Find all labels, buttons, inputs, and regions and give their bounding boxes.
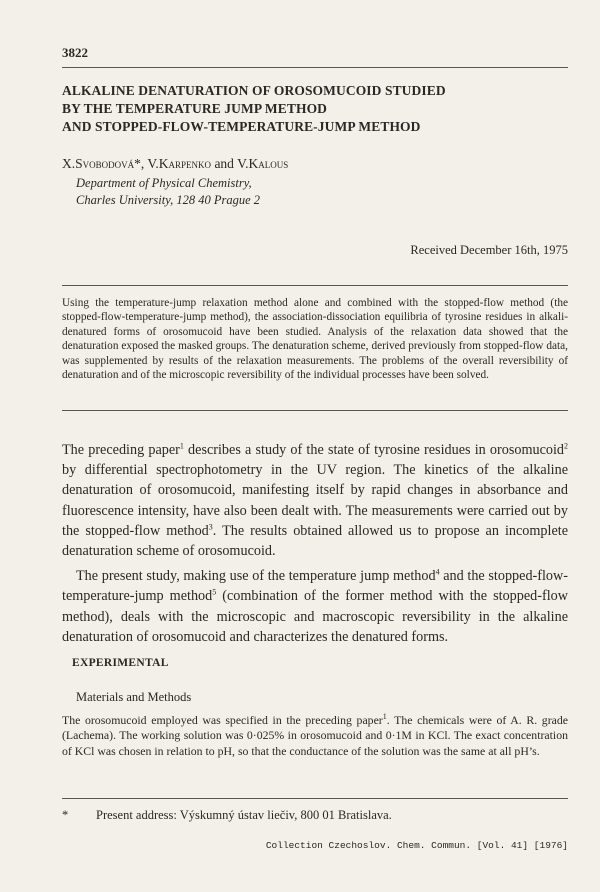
section-heading: EXPERIMENTAL [72,657,169,669]
journal-footer: Collection Czechoslov. Chem. Commun. [Vol. 41] [1976] [265,840,568,851]
affiliation [76,175,260,209]
reference-mark: 3 [208,522,213,532]
header-rule [62,67,568,68]
reference-mark: 5 [212,587,217,597]
title-line: BY THE TEMPERATURE JUMP METHOD [62,101,328,116]
paragraph [62,440,568,561]
title-line: AND STOPPED-FLOW-TEMPERATURE-JUMP METHOD [62,119,421,134]
footnote-text: Present address: Výskumný ústav liečiv, 800 01 Bratislava. [96,808,392,822]
article-title [62,82,446,136]
text-run: . The results obtained allowed us to propose an incomplete denaturation scheme of orosomucoid. [62,522,568,560]
methods-paragraph [62,713,568,759]
body-text [62,440,568,647]
footnote-mark: * [62,808,69,822]
subsection-heading: Materials and Methods [76,690,192,704]
author-initial: V. [237,156,249,171]
text-run: describes a study of the state of tyrosine residues in orosomucoid [183,442,564,458]
text-run: The orosomucoid employed was specified in the preceding paper [62,713,383,727]
footnote-rule [62,798,568,799]
page-number: 3822 [62,45,88,60]
affiliation-line: Charles University, 128 40 Prague 2 [76,193,261,207]
author-initial: X. [62,156,76,171]
abstract-top-rule [62,285,568,286]
abstract-bottom-rule [62,410,568,411]
received-date: Received December 16th, 1975 [410,243,568,257]
text-run: and the stopped-flow-temperature-jump method [62,568,568,605]
author-footnote-mark: *, [134,156,148,171]
title-line: ALKALINE DENATURATION OF OROSOMUCOID STUDIED [62,83,446,98]
abstract: Using the temperature-jump relaxation method alone and combined with the stopped-flow method (the stopped-flow-temperature-jump method), the association-dissociation equilibria of tyrosine residues in alkali-denatured forms of orosomucoid have been studied. Analysis of the relaxation data showed that the denaturation exposed the masked groups. The denaturation scheme, derived previously from stopped-flow data, was supplemented by results of the relaxation measurements. The problems of the overall reversibility of denaturation and of the microscopic reversibility of the individual processes have been solved. [62,297,568,382]
reference-mark: 1 [179,441,184,451]
author-list [62,156,288,172]
text-run: The preceding paper [62,442,180,458]
footnote [62,808,392,823]
text-run: The present study, making use of the temperature jump method [76,568,436,585]
reference-mark: 4 [435,567,440,577]
reference-mark: 2 [564,441,568,451]
author-name: Kalous [248,156,289,171]
text-run: by differential spectrophotometry in the UV region. The kinetics of the alkaline denaturation of orosomucoid, manifesting itself by rapid changes in absorbance and fluorescence intensity, have also been dealt with. The measurements were carried out by the stopped-flow method [62,462,568,539]
paragraph [62,566,568,647]
affiliation-line: Department of Physical Chemistry, [76,176,252,190]
author-name: Svobodová [75,156,135,171]
text-run: . The chemicals were of A. R. grade (Lachema). The working solution was 0·025% in orosomucoid and 0·1M in KCl. The exact concentration of KCl was chosen in relation to pH, so that the conductance of the solution was the same at all pH’s. [62,713,568,758]
text-run: (combination of the former method with the stopped-flow method), deals with the microscopic and macroscopic reversibility in the alkaline denaturation of orosomucoid and characterizes the denatured forms. [62,588,568,645]
reference-mark: 1 [382,712,387,722]
author-separator: and [211,156,238,171]
author-name: Karpenko [158,156,212,171]
author-initial: V. [147,156,159,171]
